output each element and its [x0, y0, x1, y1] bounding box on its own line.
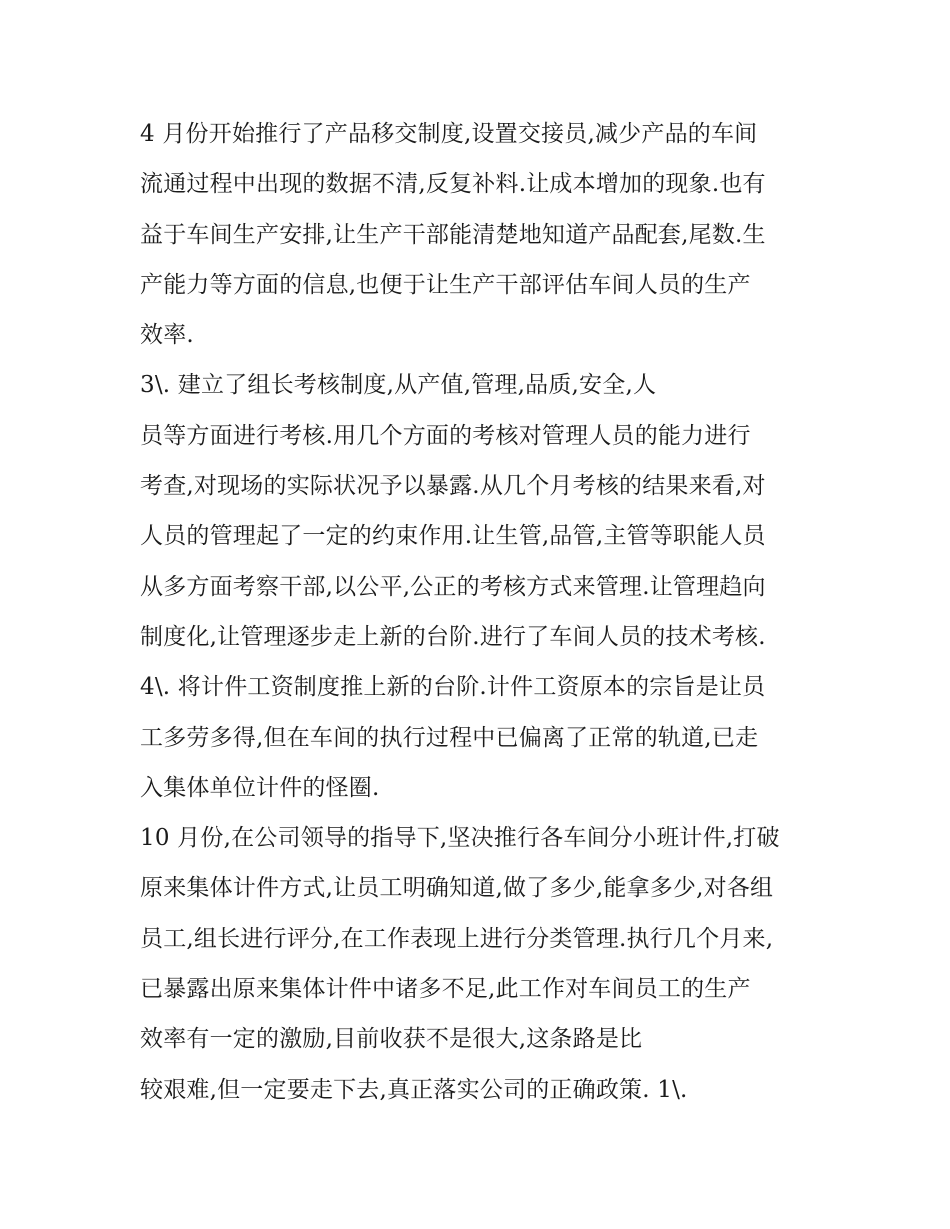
text-line: 益于车间生产安排,让生产干部能清楚地知道产品配套,尾数.生 — [140, 221, 766, 248]
text-line: 10 月份,在公司领导的指导下,坚决推行各车间分小班计件,打破 — [140, 825, 780, 852]
text-line: 4 月份开始推行了产品移交制度,设置交接员,减少产品的车间 — [140, 121, 758, 147]
text-line: 效率有一定的激励,目前收获不是很大,这条路是比 — [140, 1026, 643, 1053]
text-line: 已暴露出原来集体计件中诸多不足,此工作对车间员工的生产 — [140, 976, 751, 1003]
text-line: 从多方面考察干部,以公平,公正的考核方式来管理.让管理趋向 — [140, 573, 766, 600]
text-line: 原来集体计件方式,让员工明确知道,做了多少,能拿多少,对各组 — [140, 875, 774, 902]
text-line: 4\. 将计件工资制度推上新的台阶.计件工资原本的宗旨是让员 — [140, 674, 766, 701]
text-line: 产能力等方面的信息,也便于让生产干部评估车间人员的生产 — [140, 271, 751, 298]
text-line: 工多劳多得,但在车间的执行过程中已偏离了正常的轨道,已走 — [140, 724, 759, 751]
text-line: 考查,对现场的实际状况予以暴露.从几个月考核的结果来看,对 — [140, 473, 766, 500]
text-line: 入集体单位计件的怪圈. — [140, 774, 380, 801]
text-line: 流通过程中出现的数据不清,反复补料.让成本增加的现象.也有 — [140, 171, 766, 198]
text-line: 较艰难,但一定要走下去,真正落实公司的正确政策. 1\. — [140, 1076, 688, 1103]
text-line: 员工,组长进行评分,在工作表现上进行分类管理.执行几个月来, — [140, 925, 774, 952]
text-line: 制度化,让管理逐步走上新的台阶.进行了车间人员的技术考核. — [140, 623, 766, 650]
text-line: 员等方面进行考核.用几个方面的考核对管理人员的能力进行 — [140, 422, 751, 449]
text-line: 效率. — [140, 322, 194, 349]
text-line: 人员的管理起了一定的约束作用.让生管,品管,主管等职能人员 — [140, 523, 766, 550]
text-line: 3\. 建立了组长考核制度,从产值,管理,品质,安全,人 — [140, 372, 657, 399]
body-text — [140, 110, 830, 1116]
